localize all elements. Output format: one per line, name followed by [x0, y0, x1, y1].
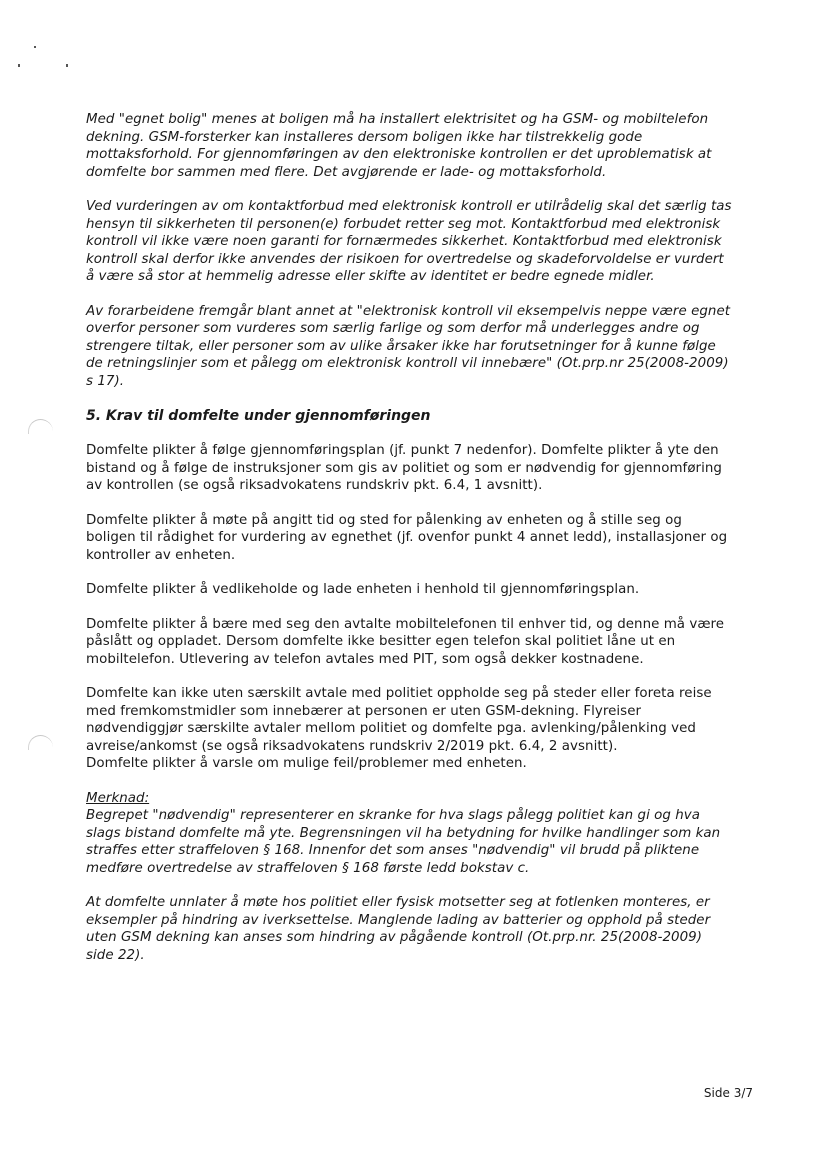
text-line: side 22).	[86, 947, 145, 963]
text-line: kontroller av enheten.	[86, 547, 236, 563]
text-line: dekning. GSM-forsterker kan installeres dersom boligen ikke har tilstrekkelig gode	[86, 129, 643, 145]
text-line: overfor personer som vurderes som særlig farlige og som derfor må underlegges andre og	[86, 321, 700, 336]
paragraph-hindring	[86, 894, 758, 964]
text-line: de retningslinjer som et pålegg om elektronisk kontroll vil innebære" (Ot.prp.nr 25(2008-2009)	[86, 356, 729, 371]
text-line: Med "egnet bolig" menes at boligen må ha installert elektrisitet og ha GSM- og mobiltelefon	[86, 112, 709, 127]
text-line: At domfelte unnlater å møte hos politiet eller fysisk motsetter seg at fotlenken monteres, er	[86, 895, 710, 910]
text-line: hensyn til sikkerheten til personen(e) forbudet retter seg mot. Kontaktforbud med elektronisk	[86, 216, 721, 232]
text-line: Domfelte plikter å bære med seg den avtalte mobiltelefonen til enhver tid, og denne må være	[86, 616, 725, 632]
text-line: avreise/ankomst (se også riksadvokatens rundskriv 2/2019 pkt. 6.4, 2 avsnitt).	[86, 738, 618, 754]
section-heading: 5. Krav til domfelte under gjennomføringen	[86, 408, 431, 424]
punch-hole-mark	[28, 735, 53, 750]
text-line: Domfelte plikter å følge gjennomføringsplan (jf. punkt 7 nedenfor). Domfelte plikter å yte den	[86, 443, 719, 458]
paragraph-palenking	[86, 512, 758, 565]
text-line: medføre overtredelse av straffeloven § 168 første ledd bokstav c.	[86, 860, 530, 876]
scan-speck	[18, 64, 20, 67]
text-line: strengere tiltak, eller personer som av ulike årsaker ikke har forutsetninger for å kunne følge	[86, 338, 716, 354]
text-line: Domfelte plikter å varsle om mulige feil/problemer med enheten.	[86, 756, 527, 771]
document-page	[86, 111, 758, 981]
text-line: av kontrollen (se også riksadvokatens rundskriv pkt. 6.4, 1 avsnitt).	[86, 478, 543, 493]
text-line: kontroll vil ikke være noen garanti for fornærmedes sikkerhet. Kontaktforbud med elektronisk	[86, 234, 722, 249]
page-number: Side 3/7	[703, 1086, 753, 1100]
text-line: boligen til rådighet for vurdering av egnethet (jf. ovenfor punkt 4 annet ledd), installasjoner og	[86, 530, 728, 545]
text-line: kontroll skal derfor ikke anvendes der risikoen for overtredelse og skadeforvoldelse er vurdert	[86, 251, 724, 267]
paragraph-egnet-bolig	[86, 111, 758, 181]
remark-label-block	[86, 790, 758, 808]
text-line: s 17).	[86, 373, 125, 389]
text-line: uten GSM dekning kan anses som hindring av pågående kontroll (Ot.prp.nr. 25(2008-2009)	[86, 930, 703, 945]
text-line: påslått og oppladet. Dersom domfelte ikke besitter egen telefon skal politiet låne ut en	[86, 634, 676, 649]
text-line: Av forarbeidene fremgår blant annet at "elektronisk kontroll vil eksempelvis neppe være egnet	[86, 303, 731, 319]
paragraph-mobiltelefon	[86, 616, 758, 669]
text-line: Domfelte plikter å vedlikeholde og lade enheten i henhold til gjennomføringsplan.	[86, 582, 640, 597]
remark-label: Merknad:	[86, 790, 150, 806]
text-line: bistand og å følge de instruksjoner som gis av politiet og som er nødvendig for gjennomføring	[86, 460, 722, 476]
text-line: straffes etter straffeloven § 168. Innenfor det som anses "nødvendig" vil brudd på pliktene	[86, 843, 700, 858]
paragraph-gjennomforingsplan	[86, 442, 758, 495]
text-line: Ved vurderingen av om kontaktforbud med elektronisk kontroll er utilrådelig skal det særlig tas	[86, 199, 732, 214]
scan-speck	[34, 46, 36, 48]
paragraph-forarbeidene	[86, 303, 758, 391]
text-line: å være så stor at hemmelig adresse eller skifte av identitet er bedre egnede midler.	[86, 269, 655, 284]
scan-speck	[66, 64, 68, 67]
text-line: med fremkomstmidler som innebærer at personen er uten GSM-dekning. Flyreiser	[86, 703, 642, 719]
punch-hole-mark	[28, 419, 53, 434]
text-line: Domfelte kan ikke uten særskilt avtale med politiet oppholde seg på steder eller foreta reise	[86, 686, 712, 701]
text-line: mobiltelefon. Utlevering av telefon avtales med PIT, som også dekker kostnadene.	[86, 651, 644, 667]
paragraph-gsm-dekning	[86, 685, 758, 773]
text-line: mottaksforhold. For gjennomføringen av den elektroniske kontrollen er det uproblematisk at	[86, 147, 712, 162]
paragraph-kontaktforbud	[86, 198, 758, 286]
text-line: nødvendiggjør særskilte avtaler mellom politiet og domfelte pga. avlenking/pålenking ved	[86, 721, 696, 736]
paragraph-nodvendig	[86, 807, 758, 877]
text-line: Domfelte plikter å møte på angitt tid og sted for pålenking av enheten og å stille seg og	[86, 512, 682, 528]
text-line: eksempler på hindring av iverksettelse. Manglende lading av batterier og opphold på steder	[86, 912, 711, 928]
text-line: Begrepet "nødvendig" representerer en skranke for hva slags pålegg politiet kan gi og hva	[86, 808, 701, 823]
text-line: domfelte bor sammen med flere. Det avgjørende er lade- og mottaksforhold.	[86, 164, 607, 180]
text-line: slags bistand domfelte må yte. Begrensningen vil ha betydning for hvilke handlinger som kan	[86, 825, 721, 841]
paragraph-vedlikehold	[86, 581, 758, 599]
